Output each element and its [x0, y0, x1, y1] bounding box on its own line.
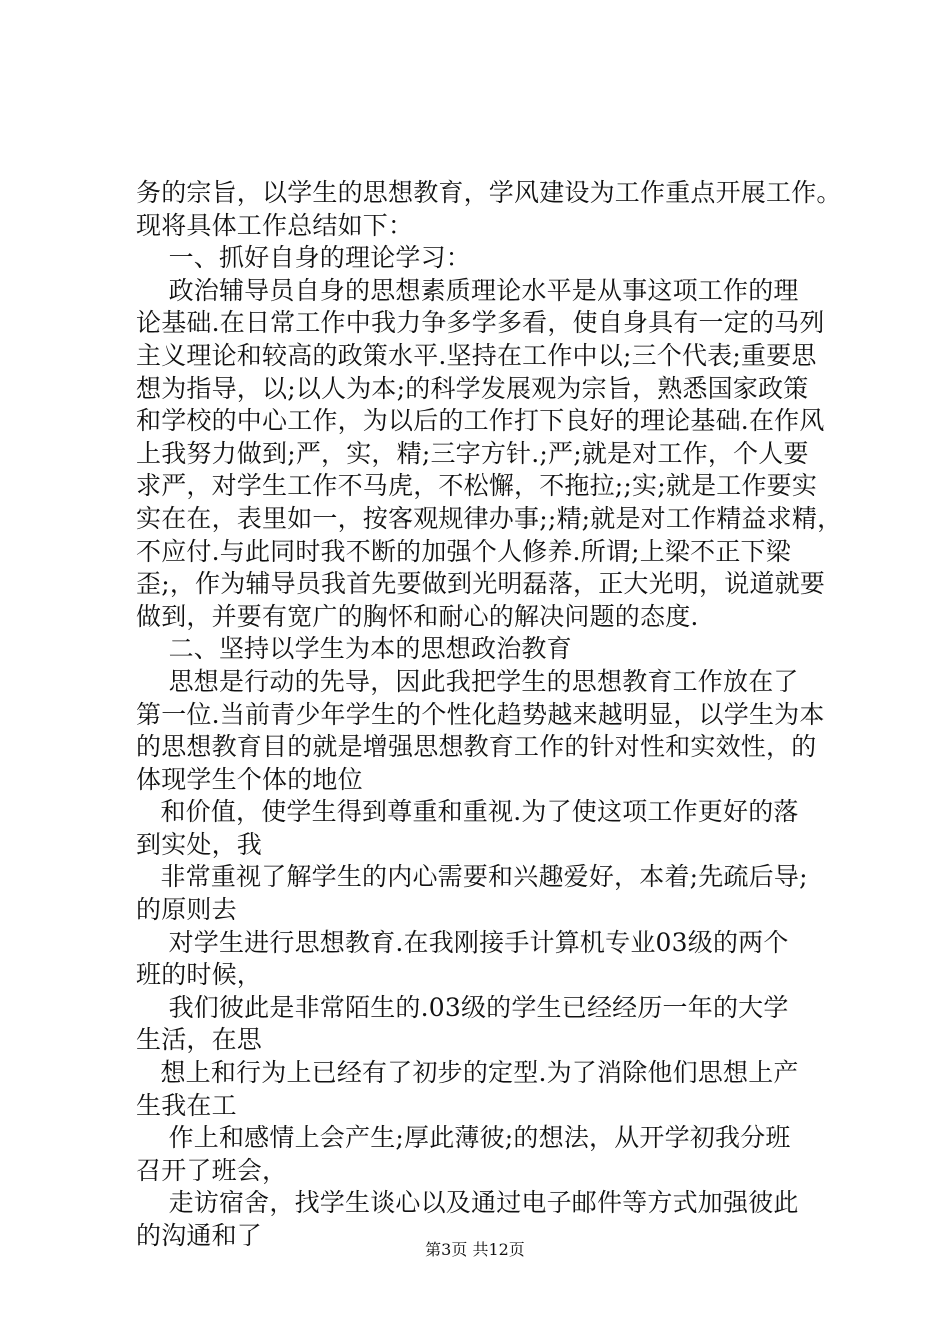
- text-line: 实在在，表里如一，按客观规律办事;;精;就是对工作精益求精，: [136, 503, 843, 533]
- text-line: 对学生进行思想教育.在我刚接手计算机专业03级的两个: [136, 927, 789, 957]
- text-line: 上我努力做到;严，实，精;三字方针.;严;就是对工作，个人要: [136, 438, 809, 468]
- text-line: 和价值，使学生得到尊重和重视.为了使这项工作更好的落: [136, 797, 799, 827]
- text-line: 论基础.在日常工作中我力争多学多看，使自身具有一定的马列: [136, 308, 825, 338]
- text-line: 我们彼此是非常陌生的.03级的学生已经经历一年的大学: [136, 992, 789, 1022]
- text-line: 生活，在思: [136, 1025, 263, 1055]
- text-line: 到实处，我: [136, 829, 263, 859]
- text-line: 生我在工: [136, 1090, 237, 1120]
- page-footer: 第3页 共12页: [425, 1240, 525, 1259]
- text-line: 想上和行为上已经有了初步的定型.为了消除他们思想上产: [136, 1058, 799, 1088]
- text-line: 现将具体工作总结如下：: [136, 210, 414, 240]
- text-line: 想为指导，以;以人为本;的科学发展观为宗旨，熟悉国家政策: [136, 373, 809, 403]
- text-line: 召开了班会，: [136, 1155, 288, 1185]
- text-line: 不应付.与此同时我不断的加强个人修养.所谓;上梁不正下梁: [136, 536, 791, 566]
- text-line: 班的时候，: [136, 960, 263, 990]
- text-line: 一、抓好自身的理论学习：: [136, 243, 471, 273]
- text-line: 的原则去: [136, 895, 237, 925]
- text-line: 歪;，作为辅导员我首先要做到光明磊落，正大光明，说道就要: [136, 569, 826, 599]
- text-line: 作上和感情上会产生;厚此薄彼;的想法，从开学初我分班: [136, 1123, 791, 1153]
- document-body: [136, 177, 843, 1253]
- text-line: 求严，对学生工作不马虎，不松懈，不拖拉;;实;就是工作要实: [136, 471, 818, 501]
- text-line: 体现学生个体的地位: [136, 764, 363, 794]
- text-line: 思想是行动的先导，因此我把学生的思想教育工作放在了: [136, 666, 799, 696]
- text-line: 政治辅导员自身的思想素质理论水平是从事这项工作的理: [136, 275, 799, 305]
- text-line: 务的宗旨，以学生的思想教育，学风建设为工作重点开展工作。: [136, 178, 842, 207]
- text-line: 的思想教育目的就是增强思想教育工作的针对性和实效性，的: [136, 732, 817, 762]
- text-line: 走访宿舍，找学生谈心以及通过电子邮件等方式加强彼此: [136, 1188, 799, 1218]
- text-line: 做到，并要有宽广的胸怀和耐心的解决问题的态度.: [136, 601, 699, 631]
- text-line: 非常重视了解学生的内心需要和兴趣爱好，本着;先疏后导;: [136, 862, 808, 892]
- text-line: 二、坚持以学生为本的思想政治教育: [136, 634, 572, 664]
- text-line: 和学校的中心工作，为以后的工作打下良好的理论基础.在作风: [136, 406, 825, 436]
- text-line: 第一位.当前青少年学生的个性化趋势越来越明显，以学生为本: [136, 699, 825, 729]
- text-line: 的沟通和了: [136, 1221, 263, 1250]
- text-line: 主义理论和较高的政策水平.坚持在工作中以;三个代表;重要思: [136, 340, 817, 370]
